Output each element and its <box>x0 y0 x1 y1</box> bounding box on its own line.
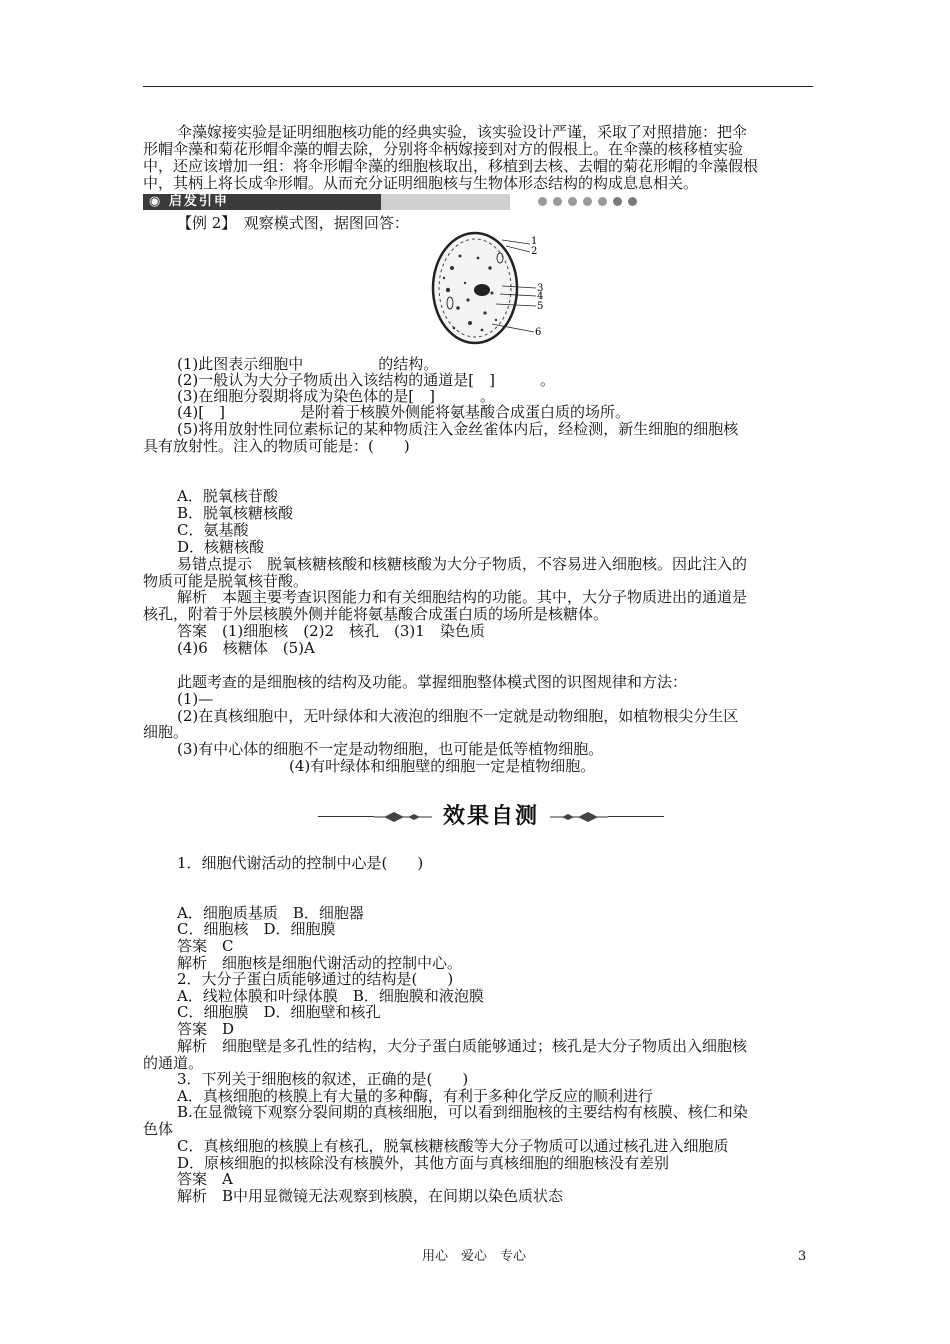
figure-label: 6 <box>535 327 542 338</box>
quiz-analysis: 解析 细胞壁是多孔性的结构，大分子蛋白质能够通过；核孔是大分子物质出入细胞核 <box>177 1037 748 1055</box>
banner-dot <box>568 197 577 206</box>
quiz-answer: 答案 D <box>177 1020 235 1038</box>
quiz-analysis: 解析 B中用显微镜无法观察到核膜，在间期以染色质状态 <box>177 1187 564 1205</box>
quiz-question: 1．细胞代谢活动的控制中心是( ) <box>177 854 424 872</box>
quiz-option: 色体 <box>143 1120 174 1138</box>
quiz-option: A．真核细胞的核膜上有大量的多种酶，有利于多种化学反应的顺利进行 <box>177 1087 653 1105</box>
option-line: C．氨基酸 <box>177 521 249 539</box>
hint-line: 物质可能是脱氧核苷酸。 <box>143 572 309 590</box>
quiz-analysis: 解析 细胞核是细胞代谢活动的控制中心。 <box>177 954 463 972</box>
analysis-line: 核孔，附着于外层核膜外侧并能将氨基酸合成蛋白质的场所是核糖体。 <box>143 605 609 623</box>
quiz-option: C．真核细胞的核膜上有核孔，脱氧核糖核酸等大分子物质可以通过核孔进入细胞质 <box>177 1137 729 1155</box>
section-title: 效果自测 <box>442 804 539 829</box>
answer-line: 答案 (1)细胞核 (2)2 核孔 (3)1 染色质 <box>177 622 485 640</box>
banner-dot <box>613 197 622 206</box>
footer-motto: 用心 爱心 专心 <box>422 1249 527 1264</box>
quiz-option: D．原核细胞的拟核除没有核膜外，其他方面与真核细胞的细胞核没有差别 <box>177 1154 670 1172</box>
quiz-option: A．线粒体膜和叶绿体膜 B．细胞膜和液泡膜 <box>177 987 484 1005</box>
ornament-right-icon <box>550 809 608 825</box>
figure-label: 3 <box>537 283 544 294</box>
intro-line: 中，还应该增加一组：将伞形帽伞藻的细胞核取出，移植到去核、去帽的菊花形帽的伞藻假根 <box>143 157 759 175</box>
banner-dot <box>553 197 562 206</box>
section-banner <box>143 194 510 210</box>
cell-nucleus-diagram <box>430 228 550 350</box>
question-line: (3)在细胞分裂期将成为染色体的是[ ] 。 <box>177 387 495 405</box>
question-line: (1)此图表示细胞中 的结构。 <box>177 355 439 373</box>
quiz-answer: 答案 C <box>177 937 234 955</box>
quiz-option: C．细胞核 D．细胞膜 <box>177 920 336 938</box>
question-line: (5)将用放射性同位素标记的某种物质注入金丝雀体内后，经检测，新生细胞的细胞核 <box>177 420 739 438</box>
quiz-option: B.在显微镜下观察分裂间期的真核细胞，可以看到细胞核的主要结构有核膜、核仁和染 <box>177 1103 748 1121</box>
hint-line: 易错点提示 脱氧核糖核酸和核糖核酸为大分子物质，不容易进入细胞核。因此注入的 <box>177 555 748 573</box>
question-line: (4)[ ] 是附着于核膜外侧能将氨基酸合成蛋白质的场所。 <box>177 403 630 421</box>
summary-line: (4)有叶绿体和细胞壁的细胞一定是植物细胞。 <box>289 757 596 775</box>
banner-dot <box>598 197 607 206</box>
answer-line: (4)6 核糖体 (5)A <box>177 639 315 657</box>
ornament-left-icon <box>374 809 432 825</box>
banner-dot <box>583 197 592 206</box>
option-line: D．核糖核酸 <box>177 538 265 556</box>
intro-line: 伞藻嫁接实验是证明细胞核功能的经典实验，该实验设计严谨，采取了对照措施：把伞 <box>177 123 748 141</box>
quiz-option: C．细胞膜 D．细胞壁和核孔 <box>177 1003 381 1021</box>
banner-dot <box>628 197 637 206</box>
banner-label: ◉ 启发引申 <box>149 194 229 209</box>
quiz-option: A．细胞质基质 B．细胞器 <box>177 904 364 922</box>
header-rule <box>143 86 813 87</box>
summary-line: (2)在真核细胞中，无叶绿体和大液泡的细胞不一定就是动物细胞，如植物根尖分生区 <box>177 707 739 725</box>
analysis-line: 解析 本题主要考查识图能力和有关细胞结构的功能。其中，大分子物质进出的通道是 <box>177 588 748 606</box>
quiz-answer: 答案 A <box>177 1170 233 1188</box>
summary-line: 此题考查的是细胞核的结构及功能。掌握细胞整体模式图的识图规律和方法： <box>177 673 688 691</box>
quiz-analysis: 的通道。 <box>143 1054 204 1072</box>
question-line: 具有放射性。注入的物质可能是：( ) <box>143 437 410 455</box>
question-line: (2)一般认为大分子物质出入该结构的通道是[ ] 。 <box>177 371 555 389</box>
summary-line: 细胞。 <box>143 723 189 741</box>
intro-line: 形帽伞藻和菊花形帽伞藻的帽去除，分别将伞柄嫁接到对方的假根上。在伞藻的核移植实验 <box>143 140 744 158</box>
quiz-question: 2．大分子蛋白质能够通过的结构是( ) <box>177 970 454 988</box>
section-heading <box>318 802 664 832</box>
figure-label: 2 <box>531 246 538 257</box>
option-line: B．脱氧核糖核酸 <box>177 504 294 522</box>
summary-line: (3)有中心体的细胞不一定是动物细胞，也可能是低等植物细胞。 <box>177 740 604 758</box>
figure-label: 4 <box>537 291 544 302</box>
figure-label: 5 <box>537 301 544 312</box>
intro-line: 中，其柄上将长成伞形帽。从而充分证明细胞核与生物体形态结构的构成息息相关。 <box>143 174 699 192</box>
summary-line: (1)— <box>177 690 214 708</box>
figure-label: 1 <box>531 236 538 247</box>
page-number: 3 <box>798 1249 807 1264</box>
quiz-question: 3．下列关于细胞核的叙述，正确的是( ) <box>177 1070 469 1088</box>
banner-dot <box>538 197 547 206</box>
example-heading: 【例 2】 观察模式图，据图回答： <box>177 214 409 232</box>
option-line: A．脱氧核苷酸 <box>177 487 278 505</box>
